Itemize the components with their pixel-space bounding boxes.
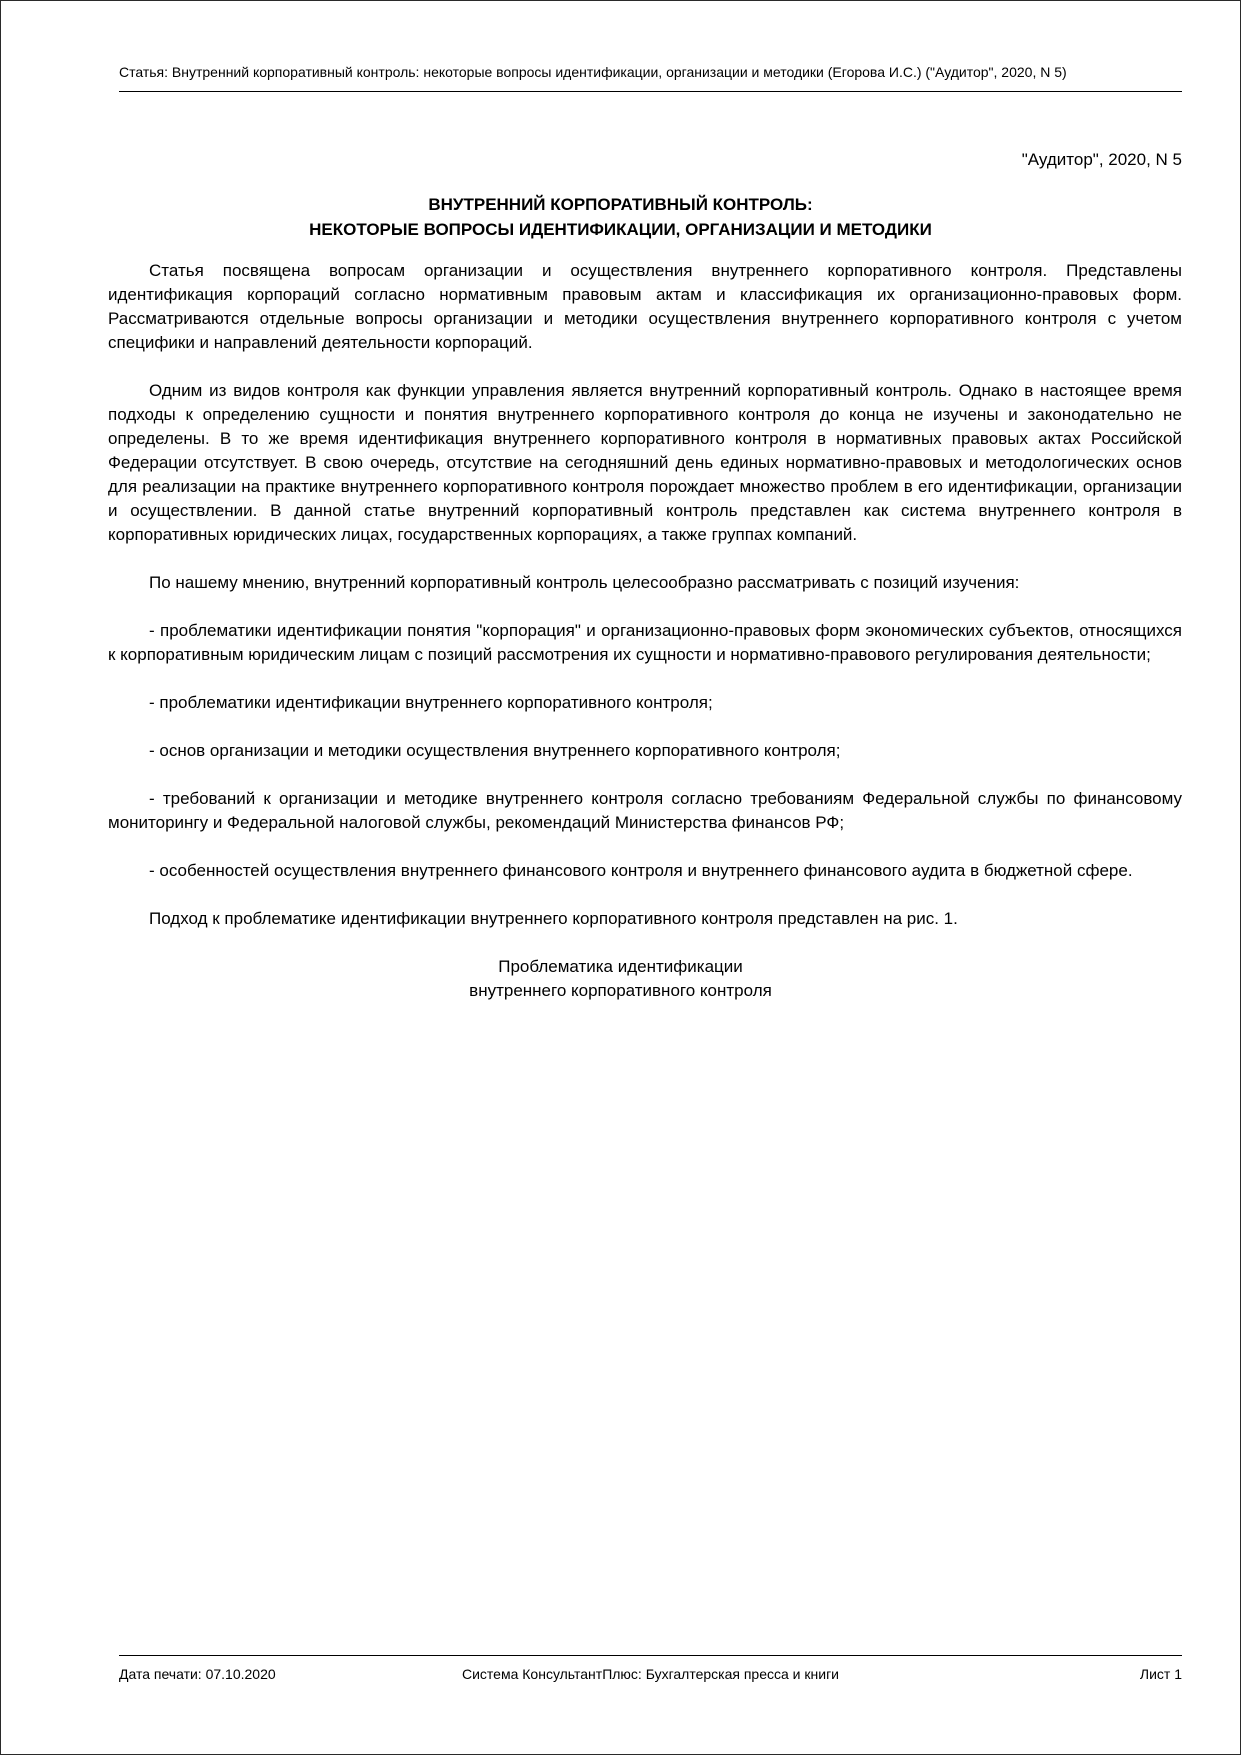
lead-in-paragraph: По нашему мнению, внутренний корпоративный контроль целесообразно рассматривать с позиций изучения: (149, 573, 1020, 592)
footer-divider (119, 1655, 1182, 1656)
list-item: - основ организации и методики осуществления внутреннего корпоративного контроля; (149, 741, 841, 760)
figure-caption-line1: Проблематика идентификации (498, 957, 743, 976)
system-name: Система КонсультантПлюс: Бухгалтерская пресса и книги (462, 1666, 839, 1682)
article-title-line2: НЕКОТОРЫЕ ВОПРОСЫ ИДЕНТИФИКАЦИИ, ОРГАНИЗАЦИИ И МЕТОДИКИ (309, 220, 932, 239)
figure-reference-paragraph: Подход к проблематике идентификации внутреннего корпоративного контроля представлен на рис. 1. (149, 909, 958, 928)
sheet-number: Лист 1 (1139, 1666, 1182, 1682)
list-item: - проблематики идентификации внутреннего корпоративного контроля; (149, 693, 713, 712)
figure-caption (108, 955, 1133, 1003)
print-date: Дата печати: 07.10.2020 (119, 1666, 276, 1682)
article-title (108, 192, 1133, 242)
running-header: Статья: Внутренний корпоративный контроль: некоторые вопросы идентификации, организации и методики (Егорова И.С.) ("Аудитор", 2020, N 5) (119, 64, 1067, 80)
list-item: - проблематики идентификации понятия "корпорация" и организационно-правовых форм экономических субъектов, относящихся к корпоративным юридическим лицам с позиций рассмотрения их сущности и нормативно-правового регулирования деятельности; (108, 621, 1182, 664)
article-title-line1: ВНУТРЕННИЙ КОРПОРАТИВНЫЙ КОНТРОЛЬ: (428, 195, 813, 214)
footer-row (119, 1665, 1182, 1683)
page-footer (119, 1655, 1182, 1683)
list-item: - особенностей осуществления внутреннего финансового контроля и внутреннего финансового аудита в бюджетной сфере. (149, 861, 1133, 880)
figure-caption-line2: внутреннего корпоративного контроля (469, 981, 772, 1000)
header-divider (119, 91, 1182, 92)
list-item: - требований к организации и методике внутреннего контроля согласно требованиям Федеральной службы по финансовому мониторингу и Федеральной налоговой службы, рекомендаций Министерства финансов РФ; (108, 789, 1182, 832)
journal-reference: "Аудитор", 2020, N 5 (1021, 150, 1182, 169)
abstract-paragraph: Статья посвящена вопросам организации и осуществления внутреннего корпоративного контроля. Представлены идентификация корпораций согласно нормативным правовым актам и классификация их организационно-правовых форм. Рассматриваются отдельные вопросы организации и методики осуществления внутреннего корпоративного контроля с учетом специфики и направлений деятельности корпораций. (108, 261, 1182, 352)
intro-paragraph: Одним из видов контроля как функции управления является внутренний корпоративный контроль. Однако в настоящее время подходы к определению сущности и понятия внутреннего корпоративного контроля до конца не изучены и законодательно не определены. В то же время идентификация внутреннего корпоративного контроля в нормативных правовых актах Российской Федерации отсутствует. В свою очередь, отсутствие на сегодняшний день единых нормативно-правовых и методологических основ для реализации на практике внутреннего корпоративного контроля порождает множество проблем в его идентификации, организации и осуществлении. В данной статье внутренний корпоративный контроль представлен как система внутреннего контроля в корпоративных юридических лицах, государственных корпорациях, а также группах компаний. (108, 381, 1182, 544)
article-body (108, 259, 1182, 931)
